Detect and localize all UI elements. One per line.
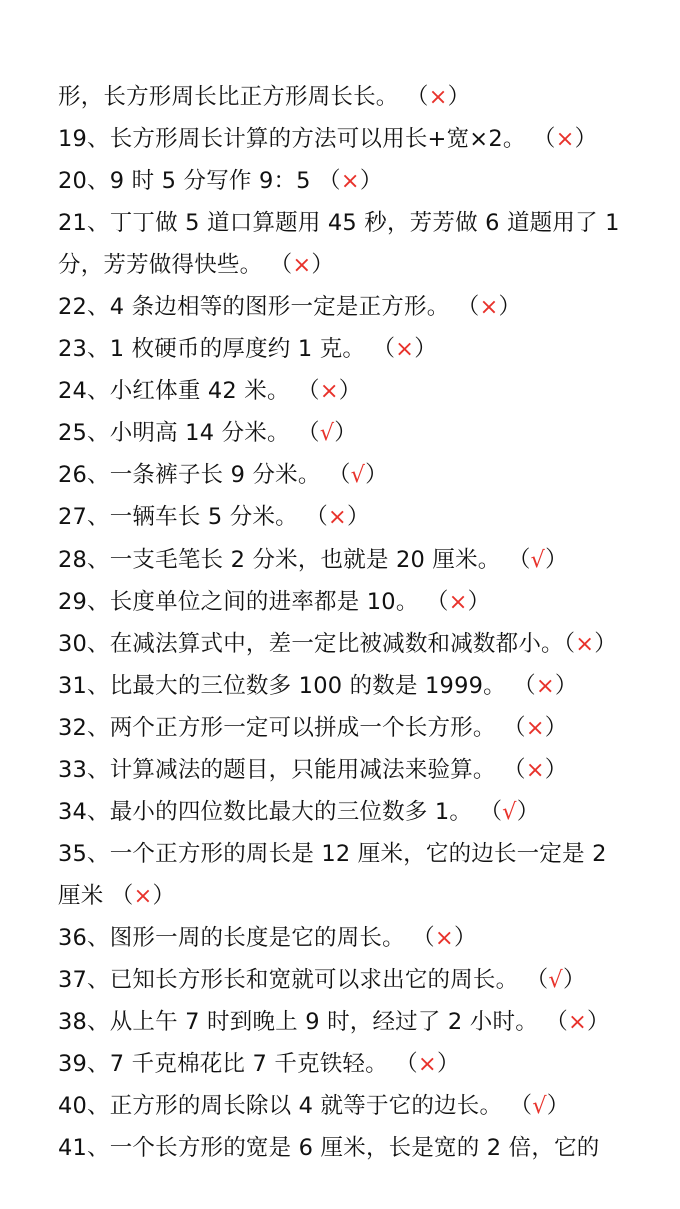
line-text: 31、比最大的三位数多 100 的数是 1999。 （: [58, 672, 536, 699]
close-paren: ）: [414, 336, 437, 363]
line-text: 28、一支毛笔长 2 分米，也就是 20 厘米。 （: [58, 546, 531, 573]
answer-mark: √: [532, 1093, 547, 1120]
text-line: [58, 160, 638, 202]
close-paren: ）: [365, 462, 388, 489]
close-paren: ）: [498, 294, 522, 321]
text-line: [58, 917, 638, 959]
text-line: [58, 244, 638, 286]
line-text: 37、已知长方形长和宽就可以求出它的周长。 （: [58, 966, 549, 993]
text-line: [58, 833, 638, 875]
text-line: [58, 370, 638, 412]
text-line: [58, 328, 638, 370]
answer-mark: ×: [340, 168, 360, 195]
text-line: [58, 749, 638, 791]
text-line: [58, 707, 638, 749]
answer-mark: √: [319, 420, 335, 447]
line-text: 19、长方形周长计算的方法可以用长+宽×2。 （: [58, 126, 556, 153]
answer-mark: ×: [319, 378, 339, 405]
answer-mark: ×: [434, 924, 454, 951]
line-text: 形，长方形周长比正方形周长长。 （: [58, 84, 429, 110]
close-paren: ）: [338, 378, 362, 405]
close-paren: ）: [594, 630, 617, 657]
answer-mark: ×: [555, 126, 575, 153]
text-line: [58, 623, 638, 665]
close-paren: ）: [554, 672, 578, 699]
text-line: [58, 202, 638, 244]
text-line: [58, 1001, 638, 1043]
answer-mark: ×: [567, 1009, 588, 1036]
text-line: [58, 959, 638, 1001]
close-paren: ）: [436, 1051, 460, 1078]
close-paren: ）: [546, 1093, 570, 1120]
answer-mark: ×: [525, 714, 545, 741]
line-text: 厘米 （: [58, 882, 134, 909]
close-paren: ）: [516, 798, 540, 825]
answer-mark: ×: [525, 756, 545, 783]
line-text: 29、长度单位之间的进率都是 10。 （: [58, 588, 449, 615]
text-line: [58, 1085, 638, 1127]
line-text: 33、计算减法的题目，只能用减法来验算。 （: [58, 756, 526, 783]
close-paren: ）: [359, 168, 383, 195]
line-text: 20、9 时 5 分写作 9：5 （: [58, 168, 341, 195]
close-paren: ）: [562, 966, 586, 993]
line-text: 22、4 条边相等的图形一定是正方形。 （: [58, 294, 480, 321]
answer-mark: √: [350, 462, 366, 489]
close-paren: ）: [574, 126, 598, 153]
line-text: 21、丁丁做 5 道口算题用 45 秒，芳芳做 6 道题用了 1: [58, 210, 620, 237]
line-text: 36、图形一周的长度是它的周长。 （: [58, 924, 435, 951]
line-text: 24、小红体重 42 米。 （: [58, 378, 320, 405]
line-text: 32、两个正方形一定可以拼成一个长方形。 （: [58, 714, 526, 741]
text-line: [58, 496, 638, 538]
line-text: 41、一个长方形的宽是 6 厘米，长是宽的 2 倍，它的: [58, 1135, 600, 1162]
line-text: 39、7 千克棉花比 7 千克铁轻。 （: [58, 1051, 418, 1078]
close-paren: ）: [587, 1009, 610, 1036]
line-text: 30、在减法算式中，差一定比被减数和减数都小。（: [58, 630, 576, 657]
answer-mark: ×: [133, 882, 153, 909]
text-line: [58, 76, 638, 118]
answer-mark: √: [548, 966, 563, 993]
close-paren: ）: [346, 504, 370, 531]
close-paren: ）: [447, 84, 471, 110]
close-paren: ）: [544, 756, 568, 783]
text-line: [58, 1127, 638, 1169]
close-paren: ）: [545, 546, 568, 573]
answer-mark: ×: [575, 630, 595, 657]
text-line: [58, 454, 638, 496]
answer-mark: √: [502, 798, 517, 825]
line-text: 35、一个正方形的周长是 12 厘米，它的边长一定是 2: [58, 840, 607, 867]
answer-mark: ×: [327, 504, 347, 531]
text-line: [58, 665, 638, 707]
line-text: 25、小明高 14 分米。 （: [58, 420, 320, 447]
text-line: [58, 286, 638, 328]
close-paren: ）: [311, 252, 335, 279]
close-paren: ）: [152, 882, 176, 909]
close-paren: ）: [453, 924, 477, 951]
text-line: [58, 118, 638, 160]
line-text: 38、从上午 7 时到晚上 9 时，经过了 2 小时。 （: [58, 1009, 568, 1036]
line-text: 40、正方形的周长除以 4 就等于它的边长。 （: [58, 1093, 533, 1120]
close-paren: ）: [334, 420, 357, 447]
answer-mark: ×: [428, 84, 448, 110]
close-paren: ）: [467, 588, 491, 615]
answer-mark: ×: [479, 294, 499, 321]
answer-mark: ×: [395, 336, 415, 363]
line-text: 26、一条裤子长 9 分米。 （: [58, 462, 351, 489]
document-page: [58, 76, 638, 1169]
text-line: [58, 581, 638, 623]
answer-mark: ×: [292, 252, 312, 279]
answer-mark: √: [530, 546, 546, 573]
answer-mark: ×: [448, 588, 468, 615]
text-line: [58, 412, 638, 454]
line-text: 分，芳芳做得快些。 （: [58, 252, 293, 279]
text-line: [58, 539, 638, 581]
line-text: 23、1 枚硬币的厚度约 1 克。 （: [58, 336, 396, 363]
answer-mark: ×: [535, 672, 555, 699]
answer-mark: ×: [417, 1051, 437, 1078]
text-line: [58, 1043, 638, 1085]
text-line: [58, 791, 638, 833]
text-line: [58, 875, 638, 917]
line-text: 27、一辆车长 5 分米。 （: [58, 504, 328, 531]
close-paren: ）: [544, 714, 568, 741]
line-text: 34、最小的四位数比最大的三位数多 1。 （: [58, 798, 503, 825]
